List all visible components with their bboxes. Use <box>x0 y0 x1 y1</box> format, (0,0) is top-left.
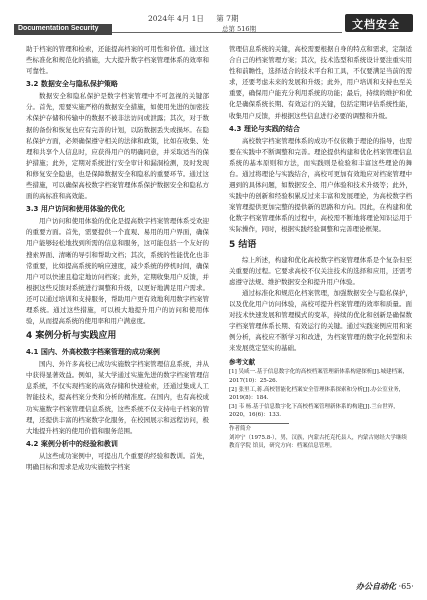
section-label: Documentation Security <box>18 25 99 32</box>
section-heading: 3.2 数据安全与隐私保护策略 <box>26 80 118 89</box>
author-divider <box>229 423 289 424</box>
author-note-text: 刘冲宁（1975.8-），男，汉族，内蒙古托克托县人，内蒙古财经大学继续教育学院 馆员，研究方向：档案信息管理。 <box>229 434 407 450</box>
brand-logo <box>345 14 413 32</box>
author-note <box>229 425 412 451</box>
body-paragraph: 用户访问和使用体验的优化是提高数字档案管理体系受欢迎的重要方面。首先，需要提供一个直观、易用的用户界面，确保用户能够轻松地找到所需的信息和服务，这可能包括一个友好的搜索界面、清晰的导引和帮助文档；其次，系统的性能优化也非常重要，比如提高系统的响应速度，减少系统的停机时间，确保用户可以快速且稳定地访问档案；此外，定期收集用户反馈，并根据这些反馈对系统进行调整和升级，以更好地满足用户需求。还可以通过培训和支持服务，帮助用户更有效地利用数字档案管理系统。通过这些措施，可以极大地提升用户的访问和使用体验，从而提高系统的使用率和用户满意度。 <box>26 217 209 326</box>
brand-text: 文档安全 <box>352 18 400 31</box>
left-column <box>26 44 209 473</box>
body-paragraph: 从这些成功案例中，可提出几个重要的经验和教训。首先，明确目标和需求是成功实施数字档案 <box>26 451 209 471</box>
issue-date: 2024年 4月 1日 <box>148 14 204 23</box>
section-heading: 4.2 案例分析中的经验和教训 <box>26 439 118 448</box>
page-number: ·65· <box>398 582 414 591</box>
body-paragraph: 数据安全和隐私保护是数字档案管理中不可忽视的关键部分。首先，需要实施严格的数据安全措施，如使用先进的加密技术保护存储和传输中的数据不被非法访问或泄露；其次，对于数据的备份和恢复也应有完善的计划，以防数据丢失或损坏。在隐私保护方面，必须确保遵守相关的法律和政策，比如在收集、处理和共享个人信息时，应获得用户的明确同意，并采取适当的保护措施；此外，定期对系统进行安全审计和漏洞检测，及时发现和修复安全隐患，也是保障数据安全和隐私的重要环节。通过这些措施，可以确保高校数字档案管理体系保护数据安全和隐私方面的高标准和高效能。 <box>26 92 209 201</box>
section-heading: 3.3 用户访问和使用体验的优化 <box>26 205 125 214</box>
body-paragraph: 高校数字档案管理体系的成功不仅依赖于理论的指导，也需要在实践中不断调整和完善。理论提供构建和优化档案管理信息系统的基本原则和方法，而实践则是检验和丰富这些理论的舞台。通过将理论与实践结合，高校可更加有效地应对档案管理中遇到的具体问题，如数据安全、用户体验和技术升级等；此外，实践中的创新和经验积累反过来丰富和发展理论，为高校数字档案管理提供更加完整的提供新的思路和方向。因此，在构建和优化数字档案管理体系的过程中，高校需不断地将理论知识运用于实际操作，同时，根据实践经验调整和完善理论框架。 <box>229 136 412 234</box>
issue-number: 第 7期 <box>216 14 239 23</box>
section-label-box <box>14 24 112 35</box>
reference-list <box>229 368 412 420</box>
body-paragraph: 助于档案的管理和检索，还能提高档案的可用性和价值。通过这些标准化和规范化的措施，大大提升数字档案管理体系的效率和可靠性。 <box>26 45 209 76</box>
body-paragraph: 管理信息系统的关键，高校需要根据自身的特点和需求，定制适合自己的档案管理方案；其次，技术选型和系统设计要注重实用性和前瞻性，选择适合的技术平台和工具，不仅要满足当前的需求，还要考虑未来的发展和升级；此外，用户培训和支持也至关重要，确保用户能充分利用系统的功能；最后，持续的维护和优化是确保系统长期、有效运行的关键，包括定期评估系统性能，收集用户反馈，并根据这些信息进行必要的调整和升级。 <box>229 45 412 120</box>
section-heading: 5 结语 <box>229 239 257 250</box>
body-paragraph: 通过标准化和规范化档案管理，加强数据安全与隐私保护，以及优化用户访问体验，高校可提升档案管理的效率和质量。面对技术快速发展和管理模式的变革，持续的优化和创新是确保数字档案管理体系长期、有效运行的关键。通过实践案例应用和案例分析，高校应不断学习和改进，为档案管理的数字化转型和未来发展奠定坚实的基础。 <box>229 288 412 353</box>
body-paragraph: 综上所述，构建和优化高校数字档案管理体系是个复杂但至关重要的过程。它要求高校不仅关注技术的选择和应用，还需考虑遵守法规、维护数据安全和提升用户体验。 <box>229 255 412 286</box>
section-heading: 4.3 理论与实践的结合 <box>229 124 300 133</box>
references-heading: 参考文献 <box>229 358 255 367</box>
reference-item: [1] 吴咸一.基于信息数字化的高校档案管理新体系构建探析[J].城建档案，2017(10)：25-26. <box>229 369 409 384</box>
reference-item: [3] 韦 杨.基于信息数字化下高校档案管理新体系的构建[J].兰台世界，2020，16(6)：133. <box>229 403 399 419</box>
reference-item: [2] 张里工,蒋.高校智能化档案安全管理体系探索和分析[J].办公室业务，2019(8)：184. <box>229 386 405 402</box>
author-note-title: 作者简介 <box>229 425 252 432</box>
total-issue: 总第 516期 <box>222 25 256 33</box>
section-heading: 4.1 国内、外高校数字档案管理的成功案例 <box>26 348 160 357</box>
page-header <box>0 0 427 40</box>
page-footer <box>356 581 414 592</box>
journal-name: 办公自动化 <box>356 582 396 591</box>
body-paragraph: 国内、外许多高校已成功实施数字档案管理信息系统，并从中获得显著效益。例如，某大学通过实施先进的数字档案管理信息系统，不仅实现档案的高效存储和快速检索，还通过集成人工智能技术，提高档案分类和分析的精准度。在国内，也有高校成功实施数字档案管理信息系统，这些系统不仅支持电子档案的管理，还提供丰富的档案数字化服务，在校园展示和远程访问，极大地提升档案的使用价值和服务范围。 <box>26 360 209 435</box>
section-heading: 4 案例分析与实践应用 <box>26 331 117 342</box>
right-column <box>229 44 412 451</box>
issue-line <box>148 13 248 24</box>
right-column-body <box>229 44 412 354</box>
